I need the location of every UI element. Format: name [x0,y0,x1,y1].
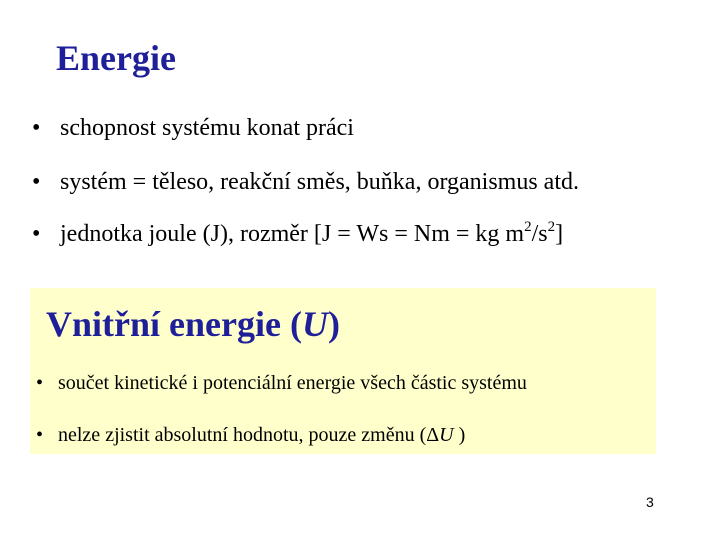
superscript: 2 [524,219,532,235]
bullet-text: jednotka joule (J), rozměr [J = Ws = Nm = kg m [60,221,525,247]
box-bullet-text-end: ) [453,424,466,446]
bullet-item [32,112,354,144]
bullet-icon: • [32,221,41,247]
box-bullet-text: součet kinetické i potenciální energie všech částic systému [58,372,527,394]
bullet-item [32,166,579,198]
box-bullet-text: nelze zjistit absolutní hodnotu, pouze změnu ( [58,424,427,446]
slide-title: Energie [56,38,176,78]
box-title-close: ) [327,304,340,344]
bullet-icon: • [36,372,44,394]
bullet-text: systém = těleso, reakční směs, buňka, organismus atd. [60,169,579,195]
bullet-item [32,218,563,250]
box-title-symbol: U [301,304,328,344]
page-number: 3 [646,494,654,510]
superscript: 2 [547,219,556,235]
box-title-text: Vnitřní energie ( [46,304,302,344]
bullet-icon: • [32,115,41,141]
box-bullet-item [36,422,465,448]
bullet-text-end: ] [555,221,564,247]
highlight-box [30,288,656,454]
bullet-text: schopnost systému konat práci [60,115,354,141]
bullet-icon: • [36,424,44,446]
bullet-text-mid: /s [531,221,548,247]
delta-symbol: Δ [426,424,440,446]
bullet-icon: • [32,169,41,195]
box-title [46,306,340,342]
box-bullet-item [36,370,527,396]
internal-energy-symbol: U [439,424,454,446]
